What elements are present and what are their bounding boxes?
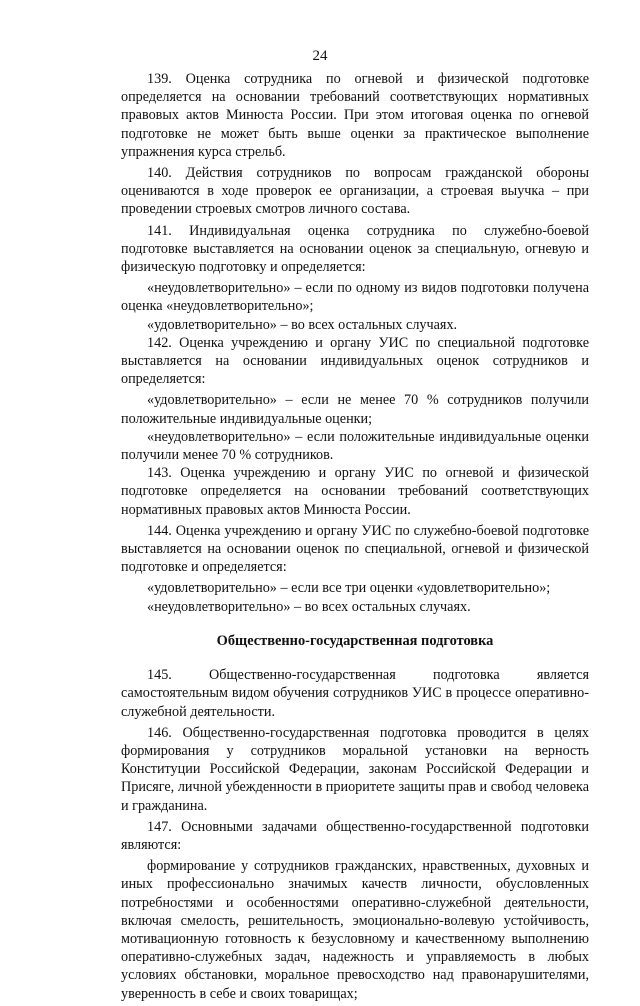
paragraph-142-item-unsatisfactory: «неудовлетворительно» – если положительные индивидуальные оценки получили менее 70 % сотрудников. [121, 428, 589, 464]
document-body [121, 70, 589, 1006]
page-number: 24 [312, 48, 328, 64]
paragraph-147-item: формирование у сотрудников гражданских, нравственных, духовных и иных профессионально значимых качеств личности, обусловленных потребностями и особенностями оперативно-служебной деятельности, включая смелость, решительность, эмоционально-волевую устойчивость, мотивационную готовность к безусловному и качественному выполнению оперативно-служебных задач, надежность и управляемость в любых условиях обстановки, моральное превосходство над правонарушителями, уверенность в себе и своих товарищах; [121, 858, 589, 1002]
paragraph-141-item-unsatisfactory: «неудовлетворительно» – если по одному из видов подготовки получена оценка «неудовлетворительно»; [121, 280, 589, 315]
paragraph-144-item-satisfactory: «удовлетворительно» – если все три оценки «удовлетворительно»; [147, 580, 551, 597]
paragraph-147: 147. Основными задачами общественно-государственной подготовки являются: [121, 818, 589, 853]
paragraph-141: 141. Индивидуальная оценка сотрудника по служебно-боевой подготовке выставляется на основании оценок за специальную, огневую и физическую подготовку и определяется: [121, 222, 589, 276]
paragraph-145: 145. Общественно-государственная подготовка является самостоятельным видом обучения сотрудников УИС в процессе оперативно-служебной деятельности. [121, 667, 589, 720]
paragraph-144-item-unsatisfactory: «неудовлетворительно» – во всех остальных случаях. [147, 598, 471, 615]
paragraph-139: 139. Оценка сотрудника по огневой и физической подготовке определяется на основании требований соответствующих нормативных правовых актов Минюста России. При этом итоговая оценка по огневой подготовке не может быть выше оценки за практическое выполнение упражнения курса стрельб. [121, 71, 589, 160]
paragraph-143: 143. Оценка учреждению и органу УИС по огневой и физической подготовке определяется на основании требований соответствующих нормативных правовых актов Минюста России. [121, 465, 589, 518]
paragraph-140: 140. Действия сотрудников по вопросам гражданской обороны оцениваются в ходе проверок ее организации, а строевая выучка – при проведении строевых смотров личного состава. [121, 165, 589, 218]
paragraph-144: 144. Оценка учреждению и органу УИС по служебно-боевой подготовке выставляется на основании оценок по специальной, огневой и физической подготовке и определяется: [121, 522, 589, 576]
paragraph-142-item-satisfactory: «удовлетворительно» – если не менее 70 % сотрудников получили положительные индивидуальные оценки; [121, 392, 589, 427]
paragraph-142: 142. Оценка учреждению и органу УИС по специальной подготовке выставляется на основании индивидуальных оценок сотрудников и определяется: [121, 334, 589, 388]
section-heading: Общественно-государственная подготовка [216, 632, 494, 649]
paragraph-141-item-satisfactory: «удовлетворительно» – во всех остальных случаях. [147, 316, 458, 333]
paragraph-146: 146. Общественно-государственная подготовка проводится в целях формирования у сотрудников моральной установки на верность Конституции Российской Федерации, законам Российской Федерации и Присяге, личной убежденности в приоритете защиты прав и свобод человека и гражданина. [121, 724, 589, 814]
